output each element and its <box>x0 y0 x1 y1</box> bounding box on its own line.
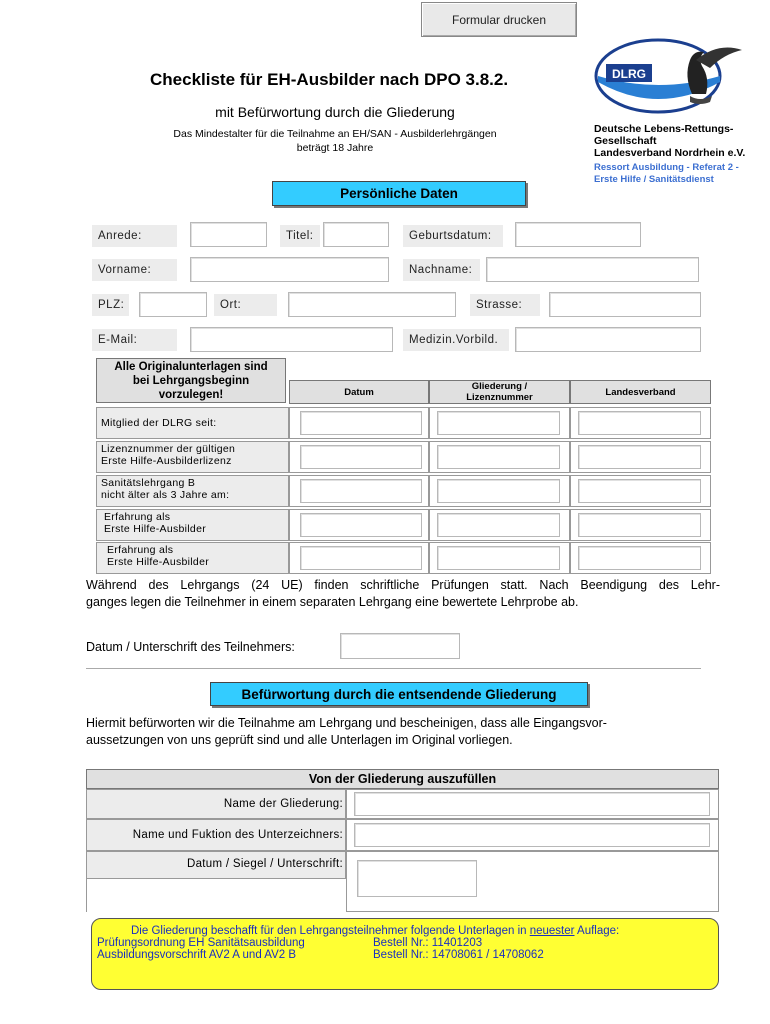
dlrg-logo <box>592 36 760 120</box>
state-association-input[interactable] <box>578 445 701 469</box>
minimum-age-note <box>150 127 520 155</box>
medical-background-label: Medizin.Vorbild. <box>403 329 509 351</box>
signer-name-field[interactable] <box>354 823 710 847</box>
print-form-button[interactable]: Formular drucken <box>421 2 577 37</box>
participant-signature-field[interactable] <box>340 633 460 659</box>
row-label-line: Mitglied der DLRG seit: <box>101 417 217 429</box>
org-line: Landesverband Nordrhein e.V. <box>594 147 746 159</box>
row-label-line: Erste Hilfe-Ausbilder <box>107 556 209 568</box>
title-field[interactable] <box>323 222 389 247</box>
personal-data-heading: Persönliche Daten <box>272 181 526 206</box>
text-line: Während des Lehrgangs (24 UE) finden schriftliche Prüfungen statt. Nach Beendigung des Lehr- <box>86 578 720 592</box>
city-label: Ort: <box>214 294 277 316</box>
info-intro-underlined: neuester <box>529 925 575 937</box>
text-line: aussetzungen von uns geprüft sind und alle Unterlagen im Original vorliegen. <box>86 733 513 747</box>
header-line: Alle Originalunterlagen sind <box>114 360 268 373</box>
logo-text: DLRG <box>612 67 646 81</box>
endorsement-heading: Befürwortung durch die entsendende Gliederung <box>210 682 588 706</box>
birthdate-field[interactable] <box>515 222 641 247</box>
info-item <box>97 937 718 949</box>
ressort-line: Erste Hilfe / Sanitätsdienst <box>594 174 714 185</box>
last-name-field[interactable] <box>486 257 699 282</box>
chapter-license-input[interactable] <box>437 445 560 469</box>
info-intro <box>97 925 718 937</box>
info-item-order-number: Bestell Nr.: 11401203 <box>373 937 483 949</box>
email-field[interactable] <box>190 327 393 352</box>
medical-background-field[interactable] <box>515 327 701 352</box>
chapter-table-title: Von der Gliederung auszufüllen <box>86 769 719 789</box>
chapter-name-label: Name der Gliederung: <box>86 789 346 819</box>
zip-field[interactable] <box>139 292 207 317</box>
text-line: Hiermit befürworten wir die Teilnahme am Lehrgang und bescheinigen, dass alle Eingangsvor- <box>86 716 607 730</box>
endorsement-text <box>86 715 607 749</box>
salutation-label: Anrede: <box>92 225 177 247</box>
date-input[interactable] <box>300 546 422 570</box>
row-label-line: Erste Hilfe-Ausbilder <box>104 523 206 535</box>
street-field[interactable] <box>549 292 701 317</box>
info-intro-end: Auflage: <box>574 925 620 937</box>
header-line: bei Lehrgangsbeginn <box>132 374 250 387</box>
first-name-label: Vorname: <box>92 259 177 281</box>
title-label: Titel: <box>280 225 320 247</box>
date-input[interactable] <box>300 479 422 503</box>
info-intro-text: Die Gliederung beschafft für den Lehrgangsteilnehmer folgende Unterlagen in <box>131 925 530 937</box>
date-input[interactable] <box>300 445 422 469</box>
city-field[interactable] <box>288 292 456 317</box>
text-line: ganges legen die Teilnehmer in einem separaten Lehrgang eine bewertete Lehrprobe ab. <box>86 595 579 609</box>
participant-signature-label: Datum / Unterschrift des Teilnehmers: <box>86 640 295 654</box>
zip-label: PLZ: <box>92 294 129 316</box>
state-association-input[interactable] <box>578 546 701 570</box>
street-label: Strasse: <box>470 294 540 316</box>
row-label-line: Erfahrung als <box>104 511 171 523</box>
info-item <box>97 949 718 961</box>
note-line: beträgt 18 Jahre <box>296 142 374 154</box>
row-label-line: Erste Hilfe-Ausbilderlizenz <box>101 455 232 467</box>
birthdate-label: Geburtsdatum: <box>403 225 503 247</box>
header-line: Lizenznummer <box>466 392 533 403</box>
state-association-input[interactable] <box>578 411 701 435</box>
divider <box>86 668 701 669</box>
state-association-input[interactable] <box>578 479 701 503</box>
row-label-line: Sanitätslehrgang B <box>101 477 196 489</box>
date-input[interactable] <box>300 411 422 435</box>
state-association-input[interactable] <box>578 513 701 537</box>
page-subtitle: mit Befürwortung durch die Gliederung <box>215 104 455 120</box>
info-item-name: Ausbildungsvorschrift AV2 A und AV2 B <box>97 949 297 961</box>
row-label-line: Erfahrung als <box>107 544 174 556</box>
page-title: Checkliste für EH-Ausbilder nach DPO 3.8.2. <box>150 70 509 89</box>
org-line: Deutsche Lebens-Rettungs- <box>594 123 734 135</box>
column-header-date: Datum <box>289 380 429 404</box>
date-input[interactable] <box>300 513 422 537</box>
required-documents-info-box <box>91 918 719 990</box>
email-label: E-Mail: <box>92 329 177 351</box>
column-header-state-association: Landesverband <box>570 380 711 404</box>
originals-required-header <box>96 358 286 403</box>
org-line: Gesellschaft <box>594 135 657 147</box>
note-line: Das Mindestalter für die Teilnahme an EH/SAN - Ausbilderlehrgängen <box>173 128 497 140</box>
date-seal-signature-label: Datum / Siegel / Unterschrift: <box>86 851 346 879</box>
ressort-info <box>594 162 739 186</box>
info-item-name: Prüfungsordnung EH Sanitätsausbildung <box>97 937 305 949</box>
row-label-line: nicht älter als 3 Jahre am: <box>101 489 230 501</box>
document-row-label <box>96 542 289 574</box>
chapter-license-input[interactable] <box>437 479 560 503</box>
document-row-label <box>96 475 289 507</box>
ressort-line: Ressort Ausbildung - Referat 2 - <box>594 162 739 173</box>
chapter-license-input[interactable] <box>437 546 560 570</box>
date-seal-signature-field[interactable] <box>357 860 477 897</box>
organization-name <box>594 123 745 159</box>
chapter-license-input[interactable] <box>437 411 560 435</box>
document-row-label <box>96 407 289 439</box>
row-label-line: Lizenznummer der gültigen <box>101 443 236 455</box>
spacer <box>86 879 347 912</box>
info-item-order-number: Bestell Nr.: 14708061 / 14708062 <box>373 949 544 961</box>
document-row-label <box>96 441 289 473</box>
signer-name-label: Name und Fuktion des Unterzeichners: <box>86 819 346 851</box>
last-name-label: Nachname: <box>403 259 480 281</box>
first-name-field[interactable] <box>190 257 389 282</box>
column-header-chapter-license <box>429 380 570 404</box>
header-line: Gliederung / <box>471 381 528 392</box>
document-row-label <box>96 509 289 541</box>
header-line: vorzulegen! <box>158 388 224 401</box>
salutation-field[interactable] <box>190 222 267 247</box>
chapter-name-field[interactable] <box>354 792 710 816</box>
exam-info-text <box>86 577 720 611</box>
chapter-license-input[interactable] <box>437 513 560 537</box>
